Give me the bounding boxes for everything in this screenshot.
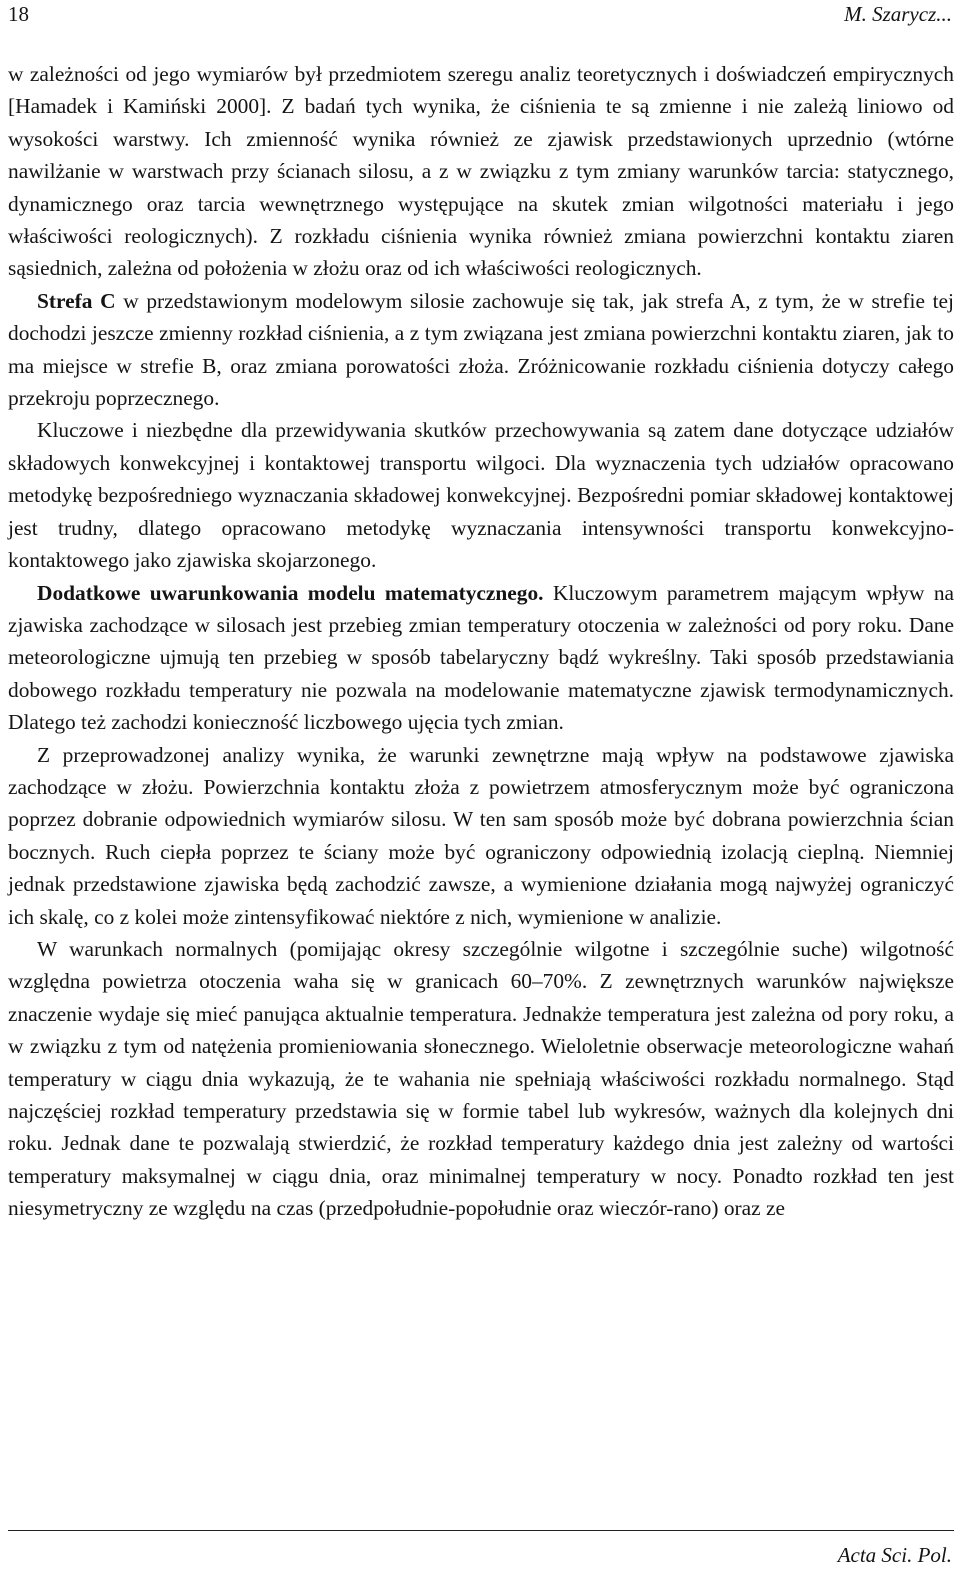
running-head (8, 0, 952, 28)
paragraph-text: w zależności od jego wymiarów był przedmiotem szeregu analiz teoretycznych i doświadczeń empirycznych [Hamadek i Kamiński 2000]. Z badań tych wynika, że ciśnienia te są zmienne i nie zależą liniowo od wysokości warstwy. Ich zmienność wynika również ze zjawisk przedstawionych uprzednio (wtórne nawilżanie w warstwach przy ścianach silosu, a z w związku z tym zmiany warunków tarcia: statycznego, dynamicznego oraz tarcia wewnętrznego występujące na skutek zmian wilgotności materiału i jego właściwości reologicznych). Z rozkładu ciśnienia wynika również zmiana powierzchni kontaktu ziaren sąsiednich, zależna od położenia w złożu oraz od ich właściwości reologicznych. (8, 62, 954, 281)
page-number: 18 (8, 2, 29, 26)
paragraph-text: w przedstawionym modelowym silosie zachowuje się tak, jak strefa A, z tym, że w strefie tej dochodzi jeszcze zmienny rozkład ciśnienia, a z tym związana jest zmiana powierzchni kontaktu ziaren, jak to ma miejsce w strefie B, oraz zmiana porowatości złoża. Zróżnicowanie rozkładu ciśnienia dotyczy całego przekroju poprzecznego. (8, 288, 954, 411)
footer-journal-name: Acta Sci. Pol. (837, 1543, 952, 1567)
paragraph (8, 739, 954, 933)
paragraph-text: Kluczowe i niezbędne dla przewidywania skutków przechowywania są zatem dane dotyczące udziałów składowych konwekcyjnej i kontaktowej transportu wilgoci. Dla wyznaczenia tych udziałów opracowano metodykę bezpośredniego wyznaczania składowej konwekcyjnej. Bezpośredni pomiar składowej kontaktowej jest trudny, dlatego opracowano metodykę wyznaczania intensywności transportu konwekcyjno-kontaktowego jako zjawiska skojarzonego. (8, 418, 954, 573)
paragraph-text: W warunkach normalnych (pomijając okresy szczególnie wilgotne i szczególnie suche) wilgotność względna powietrza otoczenia waha się w granicach 60–70%. Z zewnętrznych warunków największe znaczenie wydaje się mieć panująca aktualnie temperatura. Jednakże temperatura jest zależna od pory roku, a w związku z tym od natężenia promieniowania słonecznego. Wieloletnie obserwacje meteorologiczne wahań temperatury w ciągu dnia wykazują, że te wahania nie spełniają właściwości rozkładu normalnego. Stąd najczęściej rozkład temperatury przedstawia się w formie tabel lub wykresów, ważnych dla kolejnych dni roku. Jednak dane te pozwalają stwierdzić, że rozkład temperatury każdego dnia jest zależny od wartości temperatury maksymalnej w ciągu dnia, oraz minimalnej temperatury w nocy. Ponadto rozkład ten jest niesymetryczny ze względu na czas (przedpołudnie-popołudnie oraz wieczór-rano) oraz ze (8, 936, 954, 1221)
section-heading-inline: Dodatkowe uwarunkowania modelu matematycznego. (37, 580, 544, 605)
paragraph-text: Kluczowym parametrem mającym wpływ na zjawiska zachodzące w silosach jest przebieg zmian temperatury otoczenia w zależności od pory roku. Dane meteorologiczne ujmują ten przebieg w sposób tabelaryczny bądź wykreślny. Taki sposób przedstawiania dobowego rozkładu temperatury nie pozwala na modelowanie matematyczne zjawisk termodynamicznych. Dlatego też zachodzi konieczność liczbowego ujęcia tych zmian. (8, 580, 955, 735)
paragraph (8, 58, 954, 285)
running-head-author: M. Szarycz... (844, 2, 952, 26)
paragraph (8, 285, 954, 415)
paragraph (8, 933, 954, 1225)
paragraph-text: Z przeprowadzonej analizy wynika, że warunki zewnętrzne mają wpływ na podstawowe zjawiska zachodzące w złożu. Powierzchnia kontaktu złoża z powietrzem atmosferycznym może być ograniczona poprzez dobranie odpowiednich wymiarów silosu. W ten sam sposób może być dobrana powierzchnia ścian bocznych. Ruch ciepła poprzez te ściany może być ograniczony odpowiednią izolacją cieplną. Niemniej jednak przedstawione zjawiska będą zachodzić zawsze, a wymienione działania mogą najwyżej ograniczyć ich skalę, co z kolei może zintensyfikować niektóre z nich, wymienione w analizie. (8, 742, 954, 929)
body-text (8, 58, 954, 1225)
paragraph (8, 577, 954, 739)
paragraph-lead-bold: Strefa C (37, 288, 116, 313)
footer-divider (8, 1530, 954, 1531)
paragraph (8, 414, 954, 576)
